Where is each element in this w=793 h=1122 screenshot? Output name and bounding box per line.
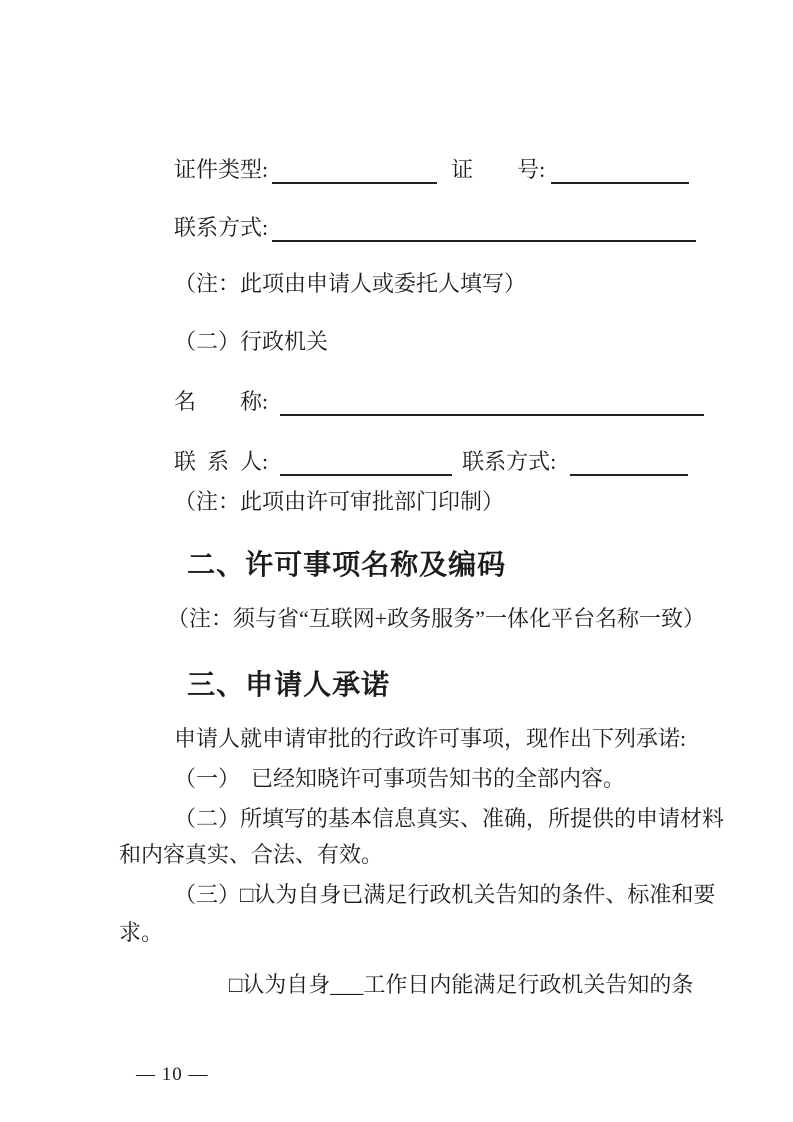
applicant-contact-label: 联系方式:	[174, 215, 269, 240]
authority-note-text: （注：此项由许可审批部门印制）	[174, 489, 505, 514]
commitment-item-3-line-1	[152, 853, 715, 937]
workdays-blank: ___	[330, 972, 364, 997]
commitment-item-3-num: （三）	[174, 882, 241, 907]
option-2-pre-text: 认为自身	[242, 972, 331, 997]
commitment-item-3-line-1-text: 认为自身已满足行政机关告知的条件、标准和要	[253, 882, 716, 907]
section-two-note-text: （注：须与省“互联网+政务服务”一体化平台名称一致）	[167, 606, 705, 631]
authority-name-blank	[280, 390, 704, 416]
commitment-item-2-line-2-text: 和内容真实、合法、有效。	[119, 842, 384, 867]
commitment-intro-text: 申请人就申请审批的行政许可事项，现作出下列承诺:	[174, 726, 687, 751]
applicant-contact-blank	[272, 216, 696, 242]
authority-section-title-text: （二）行政机关	[174, 329, 329, 354]
authority-contact-method-label: 联系方式:	[462, 449, 557, 474]
page-number-text: — 10 —	[136, 1064, 209, 1085]
commitment-item-1-text: （一） 已经知晓许可事项告知书的全部内容。	[174, 766, 626, 791]
checkbox-icon: □	[229, 972, 243, 997]
authority-contact-method-blank	[570, 450, 688, 476]
cert-no-blank	[551, 158, 689, 184]
applicant-note-text: （注：此项由申请人或委托人填写）	[174, 271, 527, 296]
section-two-heading-text: 二、许可事项名称及编码	[187, 549, 507, 580]
commitment-item-2-line-1-text: （二）所填写的基本信息真实、准确，所提供的申请材料	[174, 806, 725, 831]
authority-contact-person-label: 联 系 人:	[174, 449, 269, 474]
commitment-item-3-option-2	[207, 943, 693, 1027]
authority-name-label: 名 称:	[174, 389, 269, 414]
page-number	[113, 1033, 209, 1117]
commitment-item-3-line-2-text: 求。	[119, 920, 164, 945]
cert-no-label: 证 号:	[451, 157, 546, 182]
commitment-item-3-line-2	[97, 891, 163, 975]
checkbox-icon: □	[240, 882, 254, 907]
section-three-heading-text: 三、申请人承诺	[187, 669, 391, 700]
cert-type-blank	[272, 158, 437, 184]
cert-type-label: 证件类型:	[174, 157, 269, 182]
option-2-post-text: 工作日内能满足行政机关告知的条	[363, 972, 694, 997]
